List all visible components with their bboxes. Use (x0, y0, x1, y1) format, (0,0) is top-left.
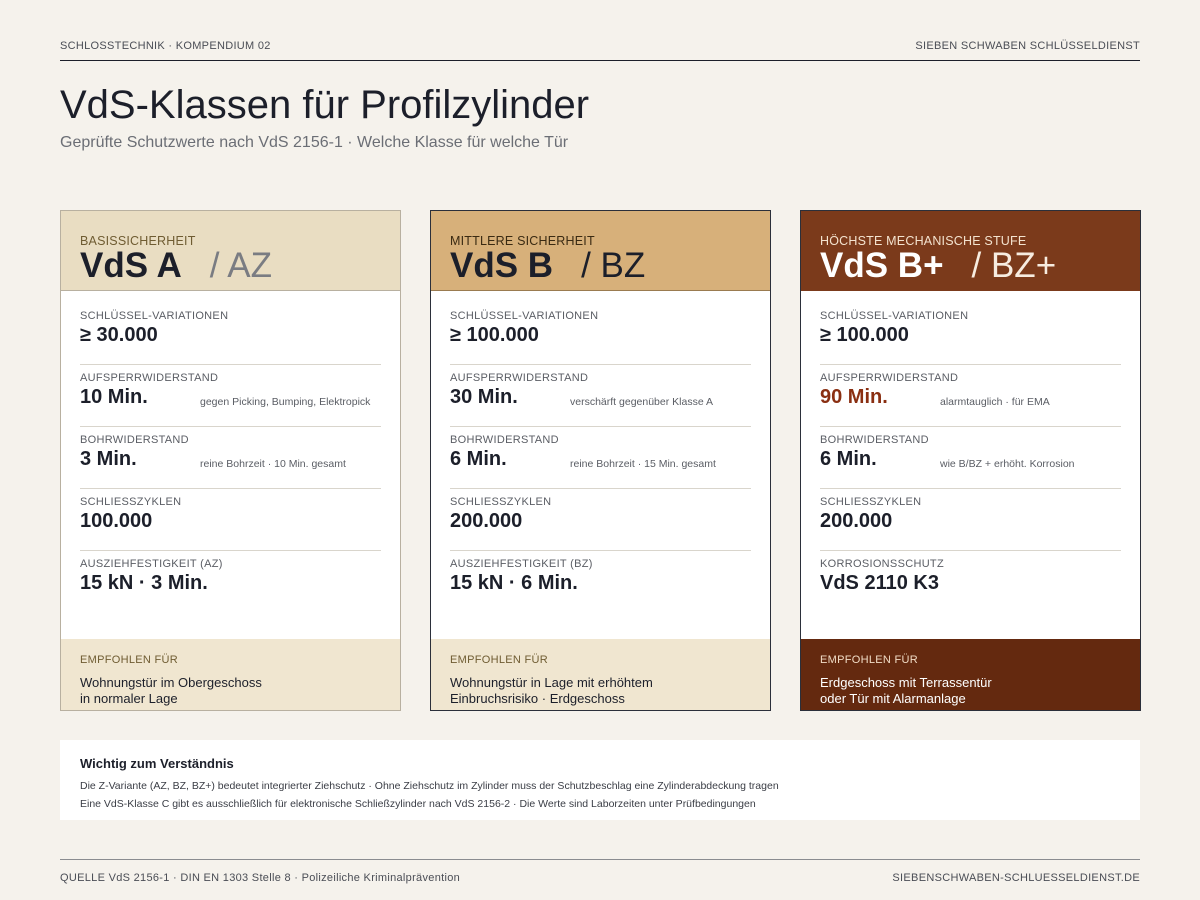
page-title: VdS-Klassen für Profilzylinder (60, 83, 590, 127)
spec-value: 15 kN · 6 Min. (450, 572, 578, 594)
spec-value: 3 Min. (80, 448, 137, 470)
card-specs (80, 303, 381, 613)
spec-label: AUFSPERRWIDERSTAND (820, 372, 959, 384)
card-class: VdS B (450, 246, 554, 285)
spec-label: AUFSPERRWIDERSTAND (80, 372, 219, 384)
spec-label: SCHLIESSZYKLEN (820, 496, 922, 508)
page-subtitle: Geprüfte Schutzwerte nach VdS 2156-1 · Welche Klasse für welche Tür (60, 134, 569, 151)
note-title: Wichtig zum Verständnis (80, 756, 234, 771)
spec-label: BOHRWIDERSTAND (80, 434, 189, 446)
recommend-line: Wohnungstür im Obergeschoss (80, 675, 262, 690)
recommend-line: Einbruchsrisiko · Erdgeschoss (450, 691, 625, 706)
spec-row (80, 365, 381, 427)
spec-row (450, 365, 751, 427)
recommend-line: oder Tür mit Alarmanlage (820, 691, 966, 706)
card-class: VdS A (80, 246, 182, 285)
spec-row (820, 427, 1121, 489)
card-level: MITTLERE SICHERHEIT (450, 234, 595, 248)
spec-note: gegen Picking, Bumping, Elektropick (200, 396, 371, 408)
info-note (60, 740, 1140, 820)
spec-row (450, 303, 751, 365)
recommend-line: in normaler Lage (80, 691, 178, 706)
spec-label: BOHRWIDERSTAND (450, 434, 559, 446)
recommend-label: EMPFOHLEN FÜR (820, 654, 919, 666)
spec-value: 15 kN · 3 Min. (80, 572, 208, 594)
spec-row (450, 427, 751, 489)
spec-label: SCHLÜSSEL-VARIATIONEN (820, 310, 969, 322)
spec-row (450, 489, 751, 551)
spec-value: 6 Min. (450, 448, 507, 470)
spec-label: SCHLIESSZYKLEN (80, 496, 182, 508)
spec-row (820, 303, 1121, 365)
card-specs (450, 303, 751, 613)
card-recommendation (801, 639, 1140, 710)
spec-label: BOHRWIDERSTAND (820, 434, 929, 446)
spec-value: 200.000 (820, 510, 893, 532)
top-bar (60, 40, 1140, 61)
spec-value: ≥ 100.000 (450, 324, 539, 346)
spec-row (80, 551, 381, 613)
card-header (801, 211, 1140, 291)
spec-value: 30 Min. (450, 386, 518, 408)
recommend-line: Erdgeschoss mit Terrassentür (820, 675, 992, 690)
spec-note: reine Bohrzeit · 15 Min. gesamt (570, 458, 716, 470)
spec-row (820, 365, 1121, 427)
spec-label: KORROSIONSSCHUTZ (820, 558, 944, 570)
spec-value: 200.000 (450, 510, 523, 532)
card-class-alt: / BZ (581, 246, 646, 285)
spec-label: SCHLÜSSEL-VARIATIONEN (450, 310, 599, 322)
spec-label: SCHLÜSSEL-VARIATIONEN (80, 310, 229, 322)
card-class-alt: / AZ (209, 246, 273, 285)
spec-row (450, 551, 751, 613)
spec-note: verschärft gegenüber Klasse A (570, 396, 714, 408)
footer-bar (60, 859, 1140, 889)
spec-value: 10 Min. (80, 386, 148, 408)
spec-row (80, 427, 381, 489)
card-header (61, 211, 400, 291)
spec-row (820, 489, 1121, 551)
card-level: BASISSICHERHEIT (80, 234, 196, 248)
spec-value: 6 Min. (820, 448, 877, 470)
note-line: Eine VdS-Klasse C gibt es ausschließlich für elektronische Schließzylinder nach VdS 2156-2 · Die Werte sind Laborzeiten unter Prüfbedingungen (80, 798, 756, 810)
spec-value: ≥ 30.000 (80, 324, 158, 346)
spec-row (80, 489, 381, 551)
recommend-label: EMPFOHLEN FÜR (80, 654, 179, 666)
note-line: Die Z-Variante (AZ, BZ, BZ+) bedeutet integrierter Ziehschutz · Ohne Ziehschutz im Zylinder muss der Schutzbeschlag eine Zylinderabdeckung tragen (80, 780, 779, 792)
spec-value: 100.000 (80, 510, 153, 532)
spec-value: ≥ 100.000 (820, 324, 909, 346)
card-header (431, 211, 770, 291)
spec-row (80, 303, 381, 365)
card-class: VdS B+ (820, 246, 944, 285)
spec-label: AUSZIEHFESTIGKEIT (AZ) (80, 558, 223, 570)
spec-row (820, 551, 1121, 613)
card-specs (820, 303, 1121, 613)
footer-url: SIEBENSCHWABEN-SCHLUESSELDIENST.DE (892, 872, 1140, 884)
footer-source: QUELLE VdS 2156-1 · DIN EN 1303 Stelle 8 · Polizeiliche Kriminalprävention (60, 872, 461, 884)
recommend-line: Wohnungstür in Lage mit erhöhtem (450, 675, 653, 690)
class-card-a (60, 210, 401, 711)
spec-note: wie B/BZ + erhöht. Korrosion (940, 458, 1075, 470)
header-series: SCHLOSSTECHNIK · KOMPENDIUM 02 (60, 40, 271, 52)
spec-note: reine Bohrzeit · 10 Min. gesamt (200, 458, 346, 470)
card-level: HÖCHSTE MECHANISCHE STUFE (820, 234, 1027, 248)
class-card-b-plus (800, 210, 1141, 711)
spec-value: VdS 2110 K3 (820, 572, 939, 594)
spec-note: alarmtauglich · für EMA (940, 396, 1050, 408)
spec-label: SCHLIESSZYKLEN (450, 496, 552, 508)
spec-label: AUFSPERRWIDERSTAND (450, 372, 589, 384)
card-recommendation (431, 639, 770, 710)
card-recommendation (61, 639, 400, 710)
card-class-alt: / BZ+ (971, 246, 1057, 285)
spec-value-highlight: 90 Min. (820, 386, 888, 408)
recommend-label: EMPFOHLEN FÜR (450, 654, 549, 666)
class-card-b (430, 210, 771, 711)
header-brand: SIEBEN SCHWABEN SCHLÜSSELDIENST (915, 40, 1140, 52)
spec-label: AUSZIEHFESTIGKEIT (BZ) (450, 558, 593, 570)
